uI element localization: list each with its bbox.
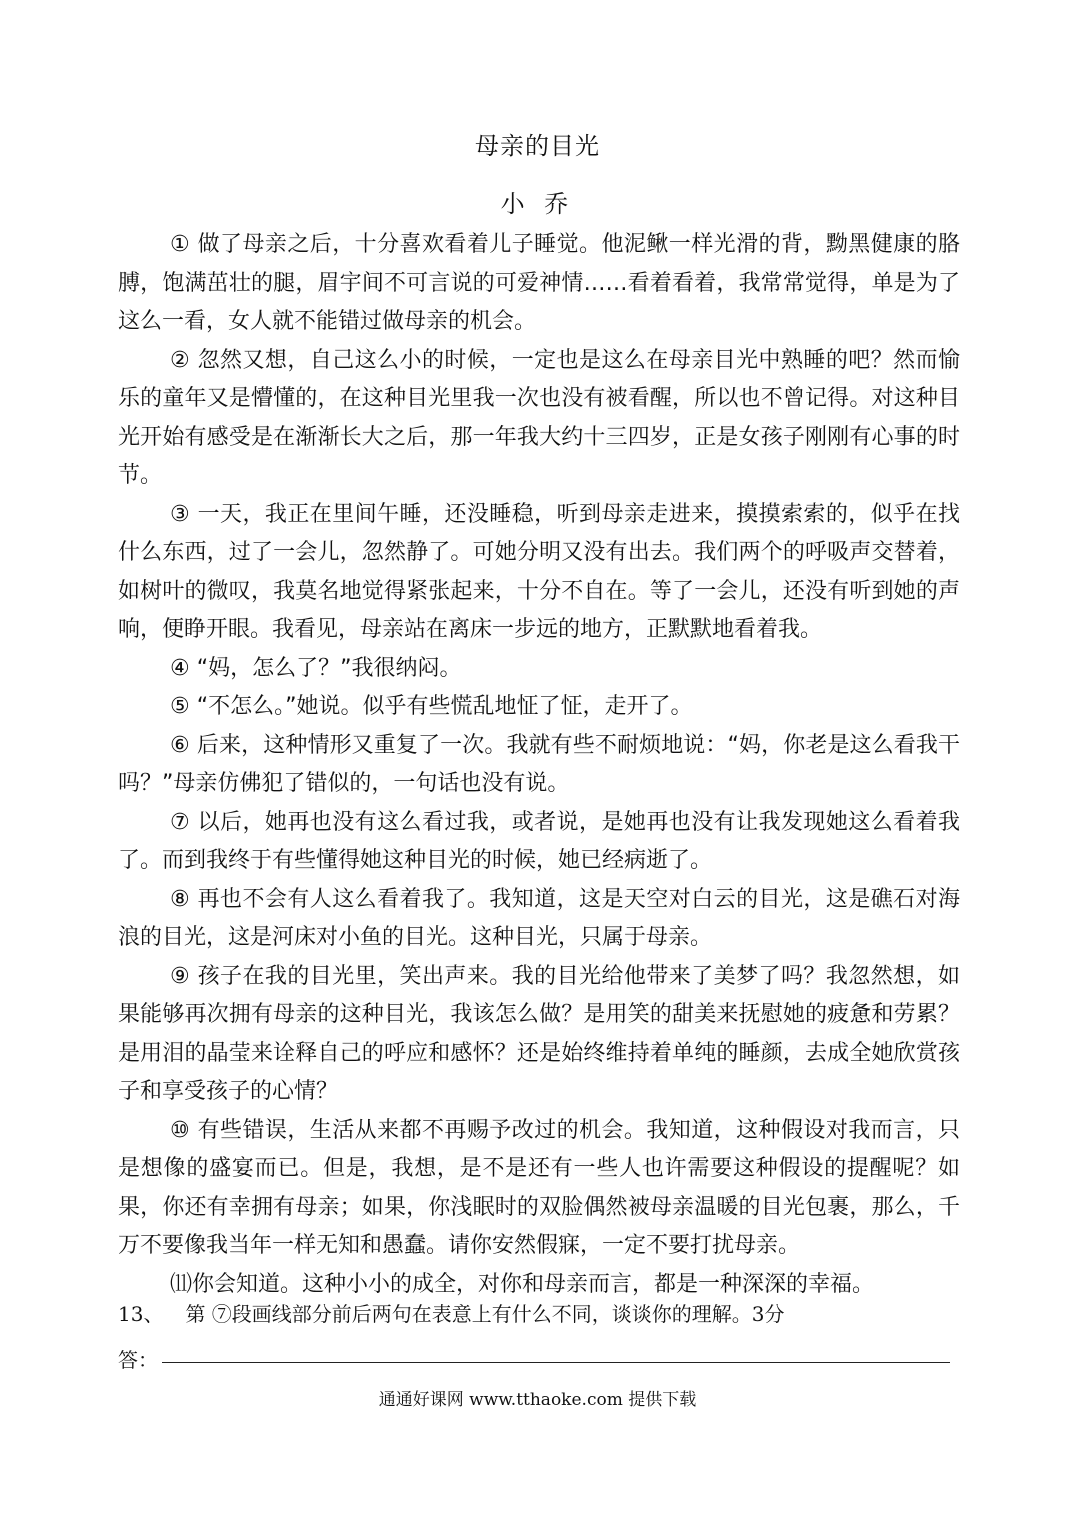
paragraph-11: ⑾你会知道。这种小小的成全，对你和母亲而言，都是一种深深的幸福。 (170, 1271, 875, 1297)
question-number: 13、 (118, 1302, 164, 1326)
paragraph-4: ④ “妈，怎么了？”我很纳闷。 (170, 655, 462, 681)
answer-line[interactable] (162, 1362, 950, 1363)
question-13 (118, 1296, 960, 1332)
paragraph-3: ③ 一天，我正在里间午睡，还没睡稳，听到母亲走进来，摸摸索索的，似乎在找什么东西，过了一会儿，忽然静了。可她分明又没有出去。我们两个的呼吸声交替着，如树叶的微叹，我莫名地觉得紧张起来，十分不自在。等了一会儿，还没有听到她的声响，便睁开眼。我看见，母亲站在离床一步远的地方，正默默地看着我。 (118, 501, 960, 642)
article-author: 小 乔 (500, 190, 575, 218)
answer-row (118, 1342, 960, 1378)
paragraph-5: ⑤ “不怎么。”她说。似乎有些慌乱地怔了怔，走开了。 (170, 694, 693, 719)
paragraph-7: ⑦ 以后，她再也没有这么看过我，或者说，是她再也没有让我发现她这么看着我了。而到我终于有些懂得她这种目光的时候，她已经病逝了。 (118, 809, 960, 873)
article-body (118, 226, 960, 1304)
answer-label: 答： (118, 1348, 158, 1372)
paragraph-6: ⑥ 后来，这种情形又重复了一次。我就有些不耐烦地说：“妈，你老是这么看我干吗？”母亲仿佛犯了错似的，一句话也没有说。 (118, 732, 960, 796)
question-text: 第 ⑦段画线部分前后两句在表意上有什么不同，谈谈你的理解。3分 (185, 1302, 785, 1326)
page-footer: 通通好课网 www.tthaoke.com 提供下载 (378, 1390, 697, 1410)
paragraph-10: ⑩ 有些错误，生活从来都不再赐予改过的机会。我知道，这种假设对我而言，只是想像的盛宴而已。但是，我想，是不是还有一些人也许需要这种假设的提醒呢？如果，你还有幸拥有母亲；如果，你浅眠时的双脸偶然被母亲温暖的目光包裹，那么，千万不要像我当年一样无知和愚蠢。请你安然假寐，一定不要打扰母亲。 (118, 1117, 960, 1258)
paragraph-8: ⑧ 再也不会有人这么看着我了。我知道，这是天空对白云的目光，这是礁石对海浪的目光，这是河床对小鱼的目光。这种目光，只属于母亲。 (118, 886, 960, 950)
paragraph-9: ⑨ 孩子在我的目光里，笑出声来。我的目光给他带来了美梦了吗？我忽然想，如果能够再次拥有母亲的这种目光，我该怎么做？是用笑的甜美来抚慰她的疲惫和劳累？是用泪的晶莹来诠释自己的呼应和感怀？还是始终维持着单纯的睡颜，去成全她欣赏孩子和享受孩子的心情？ (118, 963, 960, 1104)
paragraph-1: ① 做了母亲之后，十分喜欢看着儿子睡觉。他泥鳅一样光滑的背，黝黑健康的胳膊，饱满茁壮的腿，眉宇间不可言说的可爱神情……看着看着，我常常觉得，单是为了这么一看，女人就不能错过做母亲的机会。 (118, 232, 960, 334)
paragraph-2: ② 忽然又想，自己这么小的时候，一定也是这么在母亲目光中熟睡的吧？然而愉乐的童年又是懵懂的，在这种目光里我一次也没有被看醒，所以也不曾记得。对这种目光开始有感受是在渐渐长大之后，那一年我大约十三四岁，正是女孩子刚刚有心事的时节。 (118, 347, 960, 488)
article-title: 母亲的目光 (475, 132, 600, 160)
